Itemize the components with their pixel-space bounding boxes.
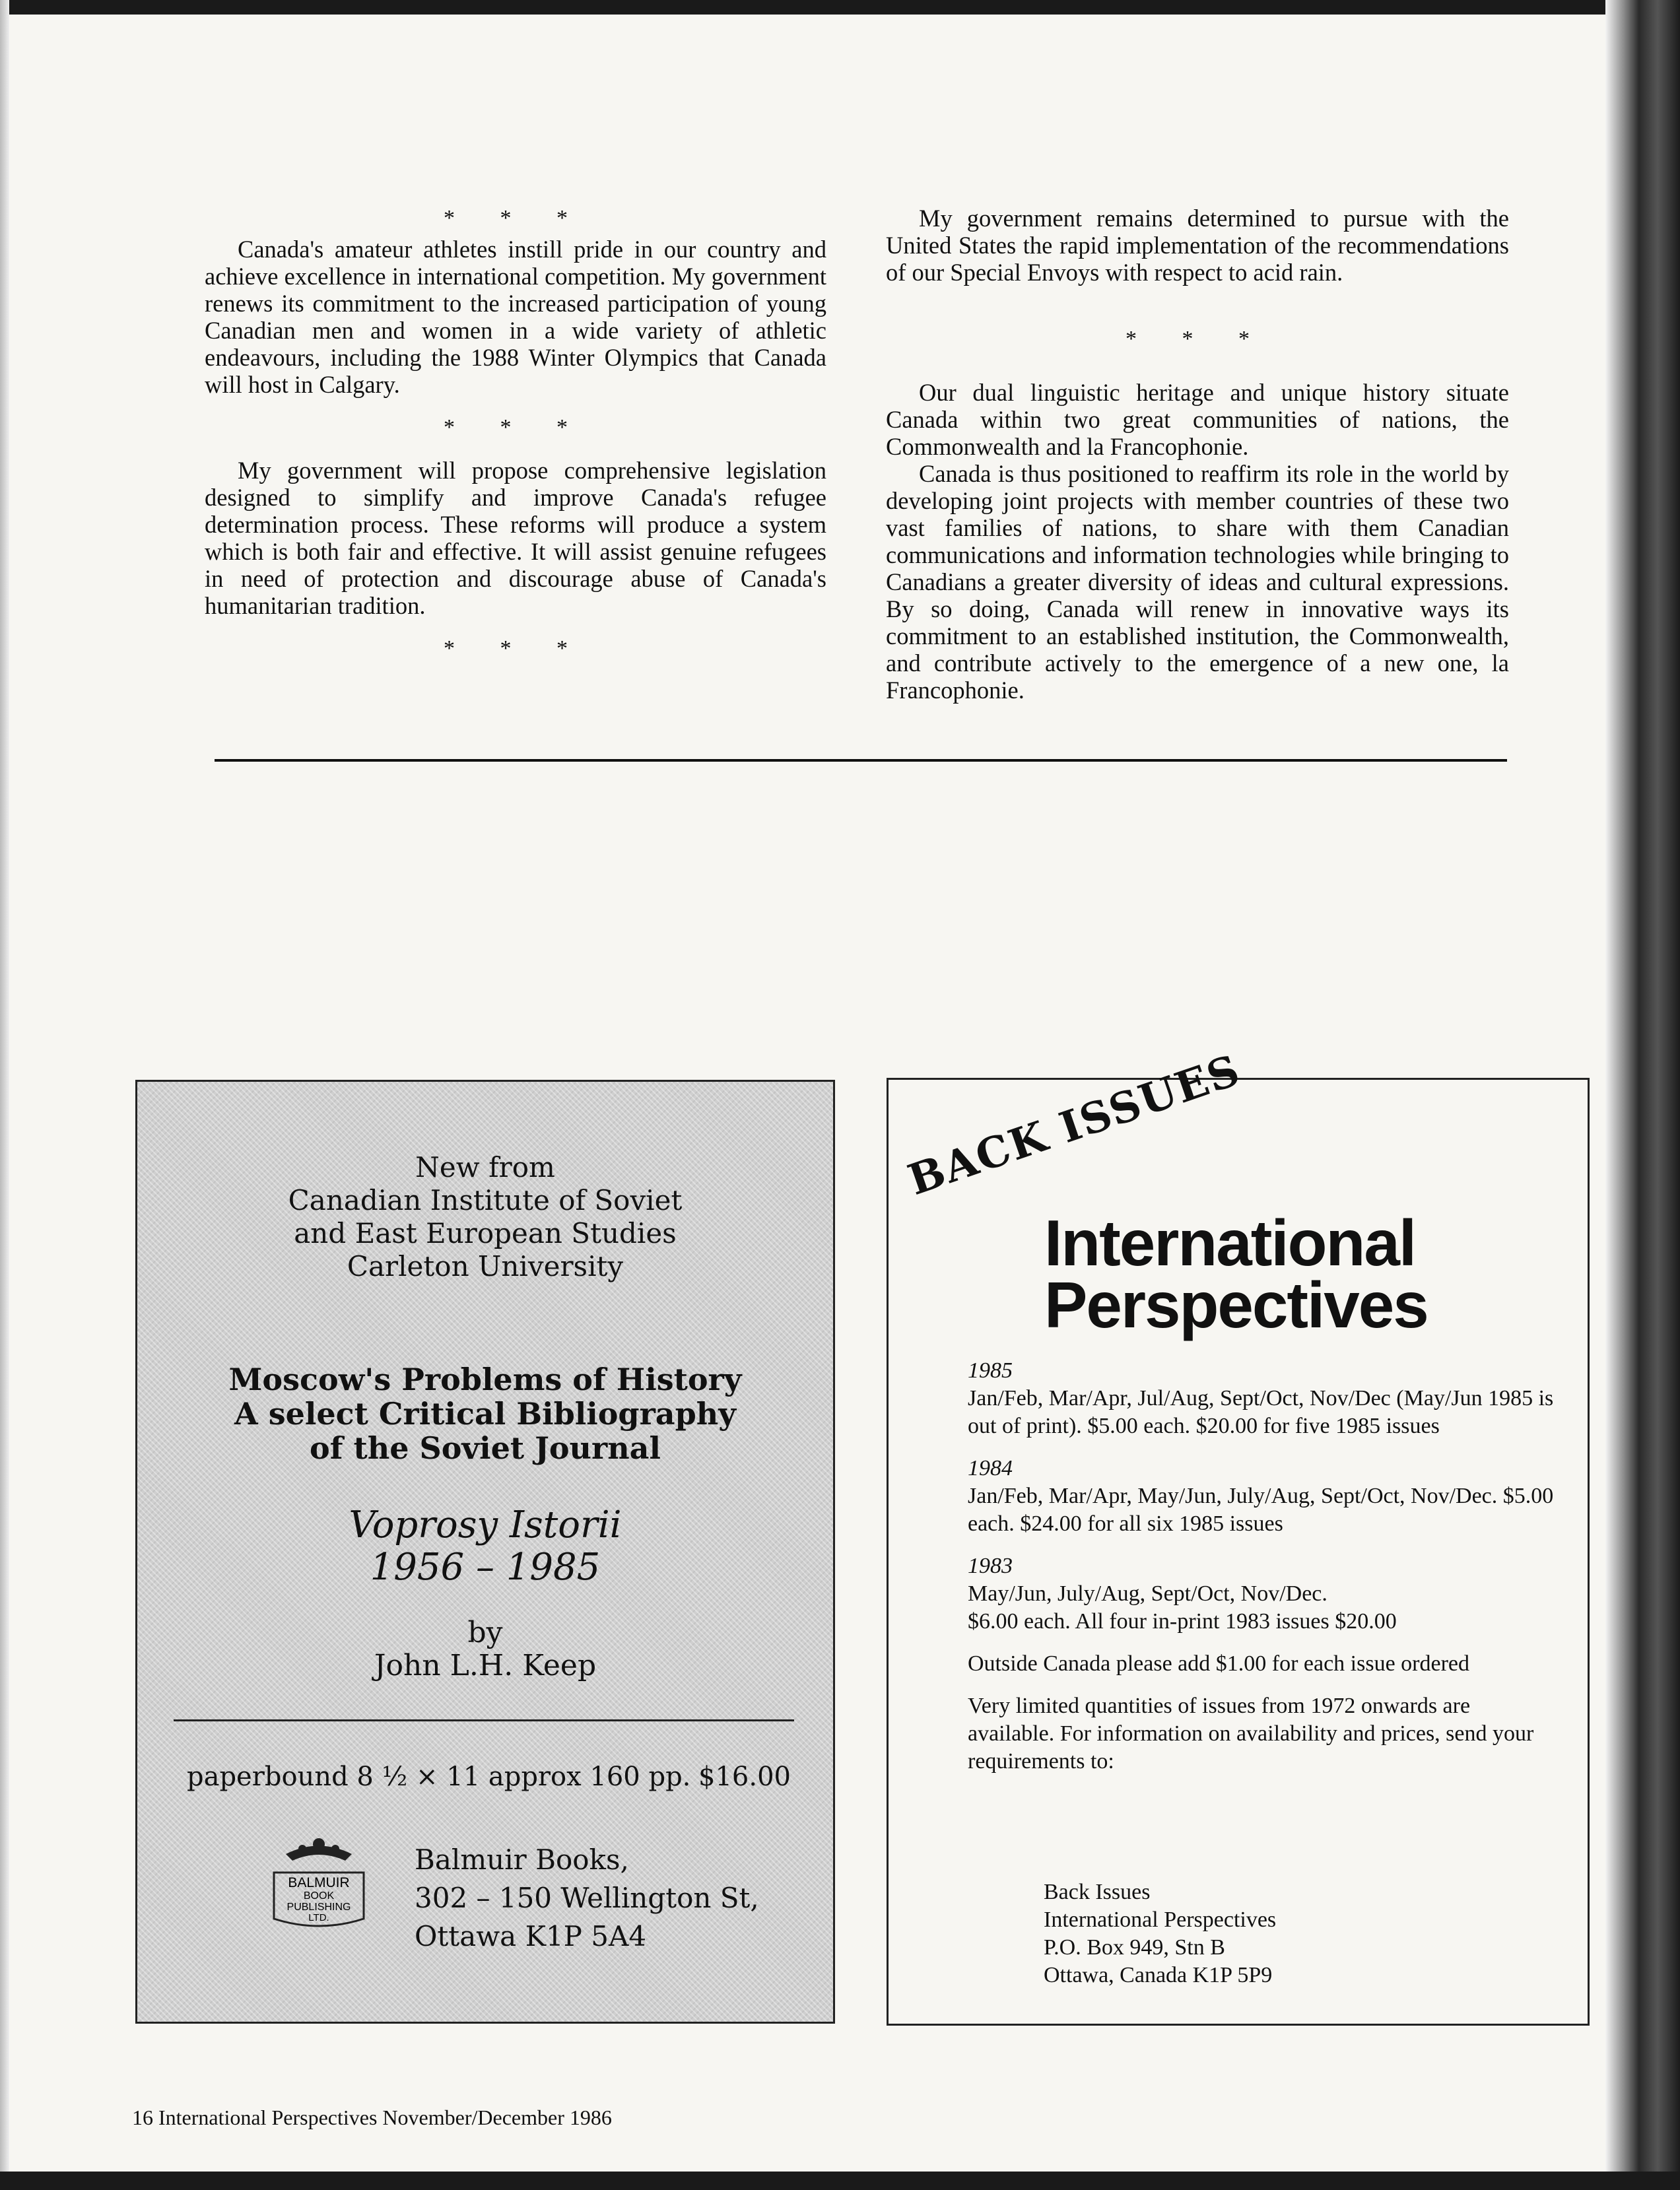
- book-author: by John L.H. Keep: [374, 1616, 597, 1682]
- issues-1985: 1985 Jan/Feb, Mar/Apr, Jul/Aug, Sept/Oct, Nov/Dec (May/Jun 1985 is out of print). $5.00 each. $20.00 for five 1985 issues: [968, 1358, 1554, 1438]
- outside-canada-note: Outside Canada please add $1.00 for each issue ordered: [968, 1651, 1470, 1676]
- section-separator: * * *: [444, 206, 588, 230]
- section-separator: * * *: [1126, 327, 1269, 351]
- publisher-address: Balmuir Books, 302 – 150 Wellington St, Ottawa K1P 5A4: [415, 1843, 759, 1952]
- issues-1984: 1984 Jan/Feb, Mar/Apr, May/Jun, July/Aug, Sept/Oct, Nov/Dec. $5.00 each. $24.00 for all six 1985 issues: [968, 1456, 1554, 1536]
- scan-edge-top: [0, 0, 1680, 15]
- publisher-credit: New from Canadian Institute of Soviet and East European Studies Carleton University: [288, 1151, 683, 1282]
- ad-divider: [174, 1719, 794, 1721]
- paragraph-francophonie: Canada is thus positioned to reaffirm its role in the world by developing joint projects with member countries of these two vast families of nations, to share with them Canadian communications and information technologies while bringing to Canadians a greater diversity of ideas and cultural expressions. By so doing, Canada will renew in innovative ways its commitment to an established institution, the Commonwealth, and contribute actively to the emergence of a new one, la Francophonie.: [886, 460, 1509, 704]
- magazine-brand: International Perspectives: [1044, 1207, 1428, 1341]
- right-column: [886, 205, 1509, 704]
- scan-binding-edge: [1605, 0, 1680, 2190]
- book-price: $16.00: [698, 1762, 791, 1792]
- svg-text:BOOK: BOOK: [303, 1890, 335, 1902]
- book-title: Moscow's Problems of History A select Critical Bibliography of the Soviet Journal: [228, 1362, 742, 1466]
- issues-1983: 1983 May/Jun, July/Aug, Sept/Oct, Nov/Dec. $6.00 each. All four in-print 1983 issues $20.00: [968, 1554, 1397, 1634]
- svg-text:BALMUIR: BALMUIR: [288, 1875, 350, 1890]
- book-subtitle: Voprosy Istorii 1956 – 1985: [349, 1504, 622, 1589]
- section-separator: * * *: [444, 636, 588, 661]
- back-issues-address: Back Issues International Perspectives P.O. Box 949, Stn B Ottawa, Canada K1P 5P9: [1044, 1880, 1277, 1987]
- page-footer: 16 International Perspectives November/December 1986: [132, 2106, 612, 2129]
- book-advertisement: [135, 1080, 835, 2024]
- left-column: [205, 205, 826, 662]
- limited-quantities-note: Very limited quantities of issues from 1972 onwards are available. For information on availability and prices, send your requirements to:: [968, 1694, 1534, 1774]
- scan-edge-left: [0, 0, 9, 2190]
- horizontal-rule: [215, 759, 1507, 762]
- paragraph-acid-rain: My government remains determined to pursue with the United States the rapid implementation of the recommendations of our Special Envoys with respect to acid rain.: [886, 205, 1509, 286]
- back-issues-banner: BACK ISSUES: [902, 1045, 1247, 1205]
- paragraph-athletes: Canada's amateur athletes instill pride in our country and achieve excellence in international competition. My government renews its commitment to the increased participation of young Canadian men and women in a wide variety of athletic endeavours, including the 1988 Winter Olympics that Canada will host in Calgary.: [205, 236, 826, 398]
- scan-edge-bottom: [0, 2172, 1680, 2190]
- book-format: paperbound 8 ½ × 11 approx 160 pp.: [187, 1762, 691, 1792]
- svg-text:PUBLISHING: PUBLISHING: [286, 1902, 351, 1913]
- paragraph-refugees: My government will propose comprehensive legislation designed to simplify and improve Canada's refugee determination process. These reforms will produce a system which is both fair and effective. It will assist genuine refugees in need of protection and discourage abuse of Canada's humanitarian tradition.: [205, 457, 826, 619]
- back-issues-list: [968, 1357, 1562, 1790]
- section-separator: * * *: [444, 415, 588, 440]
- svg-text:LTD.: LTD.: [308, 1912, 329, 1923]
- back-issues-box: [887, 1045, 1590, 2026]
- paragraph-linguistic-heritage: Our dual linguistic heritage and unique history situate Canada within two great communities of nations, the Commonwealth and la Francophonie.: [886, 379, 1509, 460]
- balmuir-logo-icon: [266, 1834, 372, 1933]
